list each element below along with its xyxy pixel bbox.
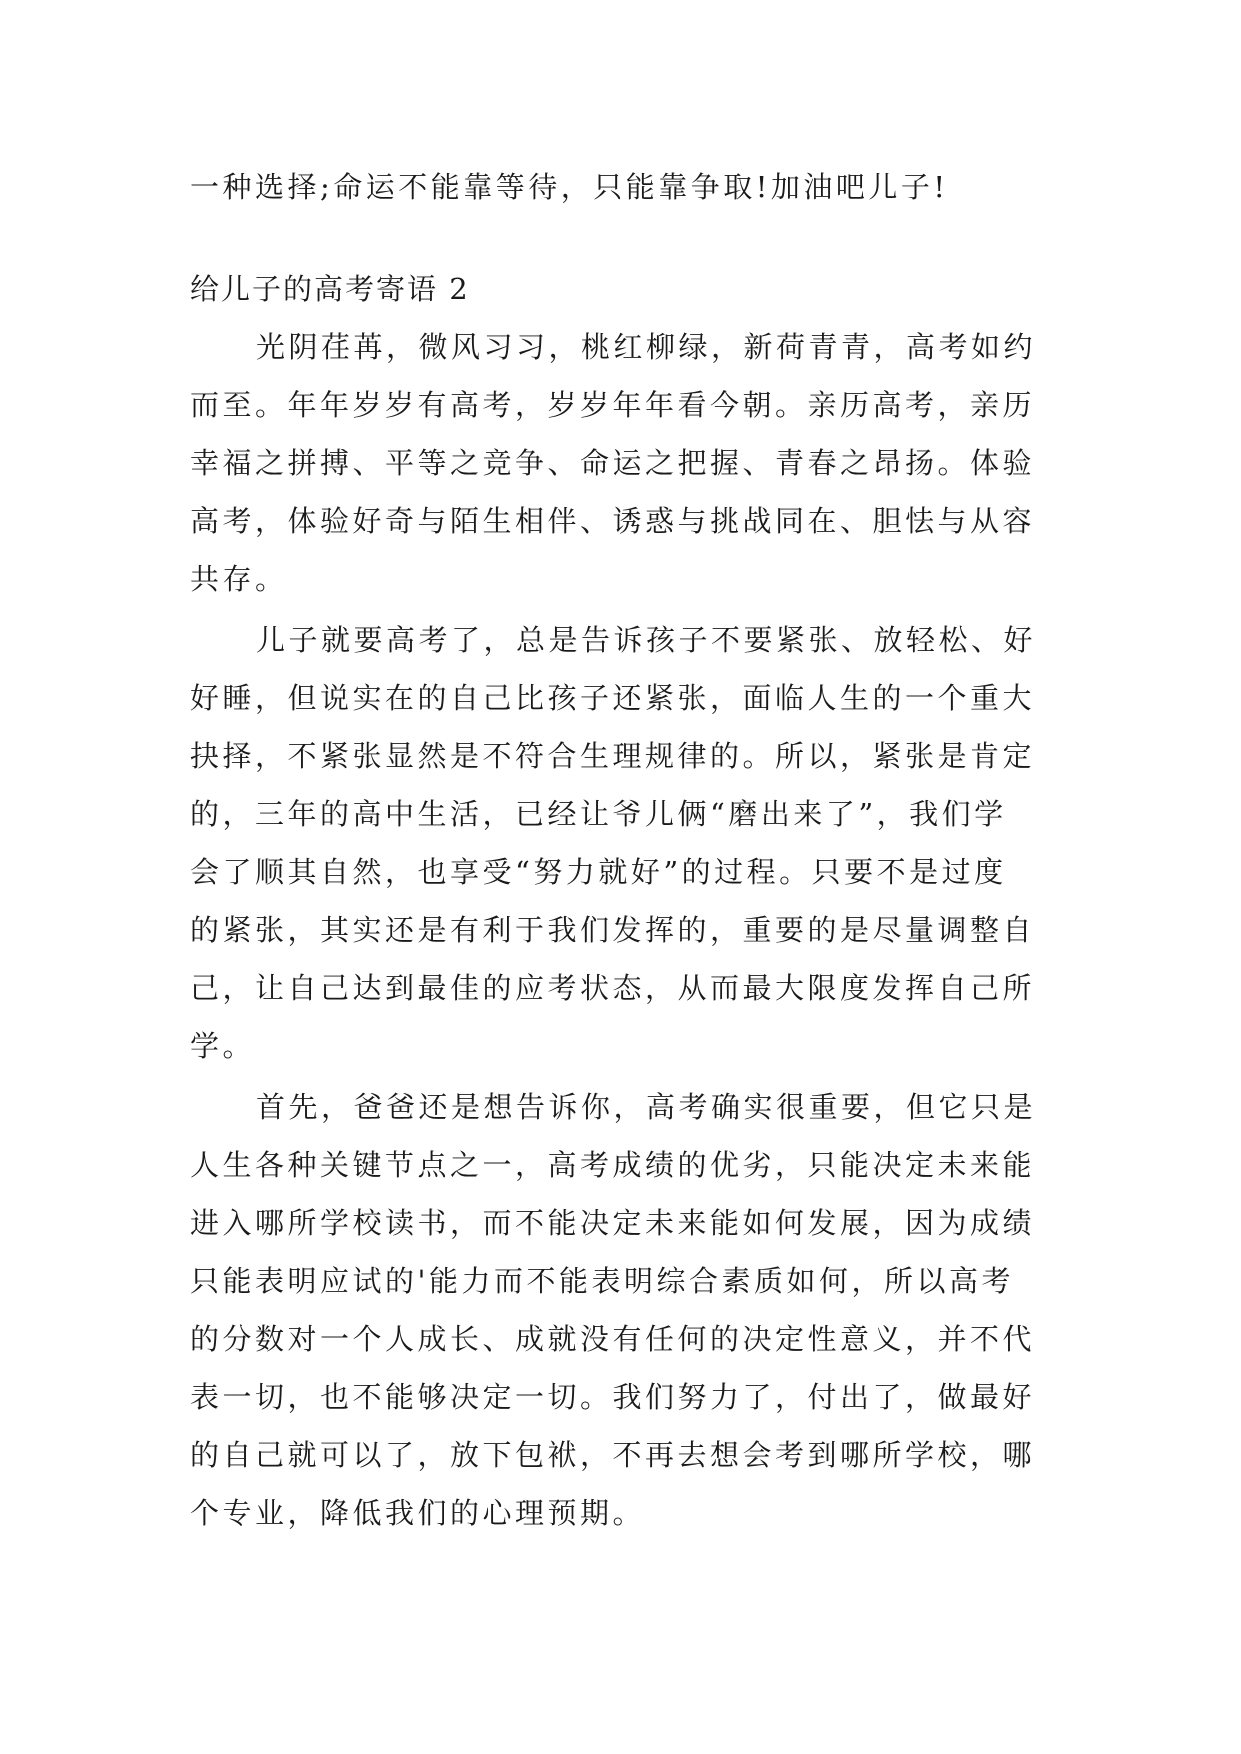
paragraph-3 xyxy=(190,1078,1052,1542)
paragraph-line: 幸福之拼搏、平等之竞争、命运之把握、青春之昂扬。体验 xyxy=(190,446,1036,480)
paragraph-line: 首先，爸爸还是想告诉你，高考确实很重要，但它只是 xyxy=(256,1090,1037,1124)
paragraph-line: 的，三年的高中生活，已经让爷儿俩“磨出来了”，我们学 xyxy=(190,797,1007,831)
paragraph-line: 己，让自己达到最佳的应考状态，从而最大限度发挥自己所 xyxy=(190,971,1036,1005)
paragraph-line: 而至。年年岁岁有高考，岁岁年年看今朝。亲历高考，亲历 xyxy=(190,388,1036,422)
continuation-line: 一种选择;命运不能靠等待，只能靠争取!加油吧儿子! xyxy=(190,170,949,204)
paragraph-line: 进入哪所学校读书，而不能决定未来能如何发展，因为成绩 xyxy=(190,1206,1036,1240)
paragraph-line: 的紧张，其实还是有利于我们发挥的，重要的是尽量调整自 xyxy=(190,913,1036,947)
paragraph-2 xyxy=(190,611,1052,1075)
paragraph-line: 表一切，也不能够决定一切。我们努力了，付出了，做最好 xyxy=(190,1380,1036,1414)
paragraph-line: 共存。 xyxy=(190,562,288,596)
paragraph-line: 好睡，但说实在的自己比孩子还紧张，面临人生的一个重大 xyxy=(190,681,1036,715)
paragraph-1 xyxy=(190,318,1052,608)
paragraph-line: 个专业，降低我们的心理预期。 xyxy=(190,1496,646,1530)
paragraph-line: 人生各种关键节点之一，高考成绩的优劣，只能决定未来能 xyxy=(190,1148,1036,1182)
paragraph-line: 儿子就要高考了，总是告诉孩子不要紧张、放轻松、好 xyxy=(256,623,1037,657)
paragraph-line: 只能表明应试的'能力而不能表明综合素质如何，所以高考 xyxy=(190,1264,1014,1298)
document-page xyxy=(190,158,1052,1545)
paragraph-line: 高考，体验好奇与陌生相伴、诱惑与挑战同在、胆怯与从容 xyxy=(190,504,1036,538)
section-title: 给儿子的高考寄语 2 xyxy=(190,272,470,306)
paragraph-line: 学。 xyxy=(190,1029,256,1063)
paragraph-line: 的自己就可以了，放下包袱，不再去想会考到哪所学校，哪 xyxy=(190,1438,1036,1472)
paragraph-line: 抉择，不紧张显然是不符合生理规律的。所以，紧张是肯定 xyxy=(190,739,1036,773)
paragraph-line: 会了顺其自然，也享受“努力就好”的过程。只要不是过度 xyxy=(190,855,1007,889)
paragraph-line: 的分数对一个人成长、成就没有任何的决定性意义，并不代 xyxy=(190,1322,1036,1356)
paragraph-line: 光阴荏苒，微风习习，桃红柳绿，新荷青青，高考如约 xyxy=(256,330,1037,364)
